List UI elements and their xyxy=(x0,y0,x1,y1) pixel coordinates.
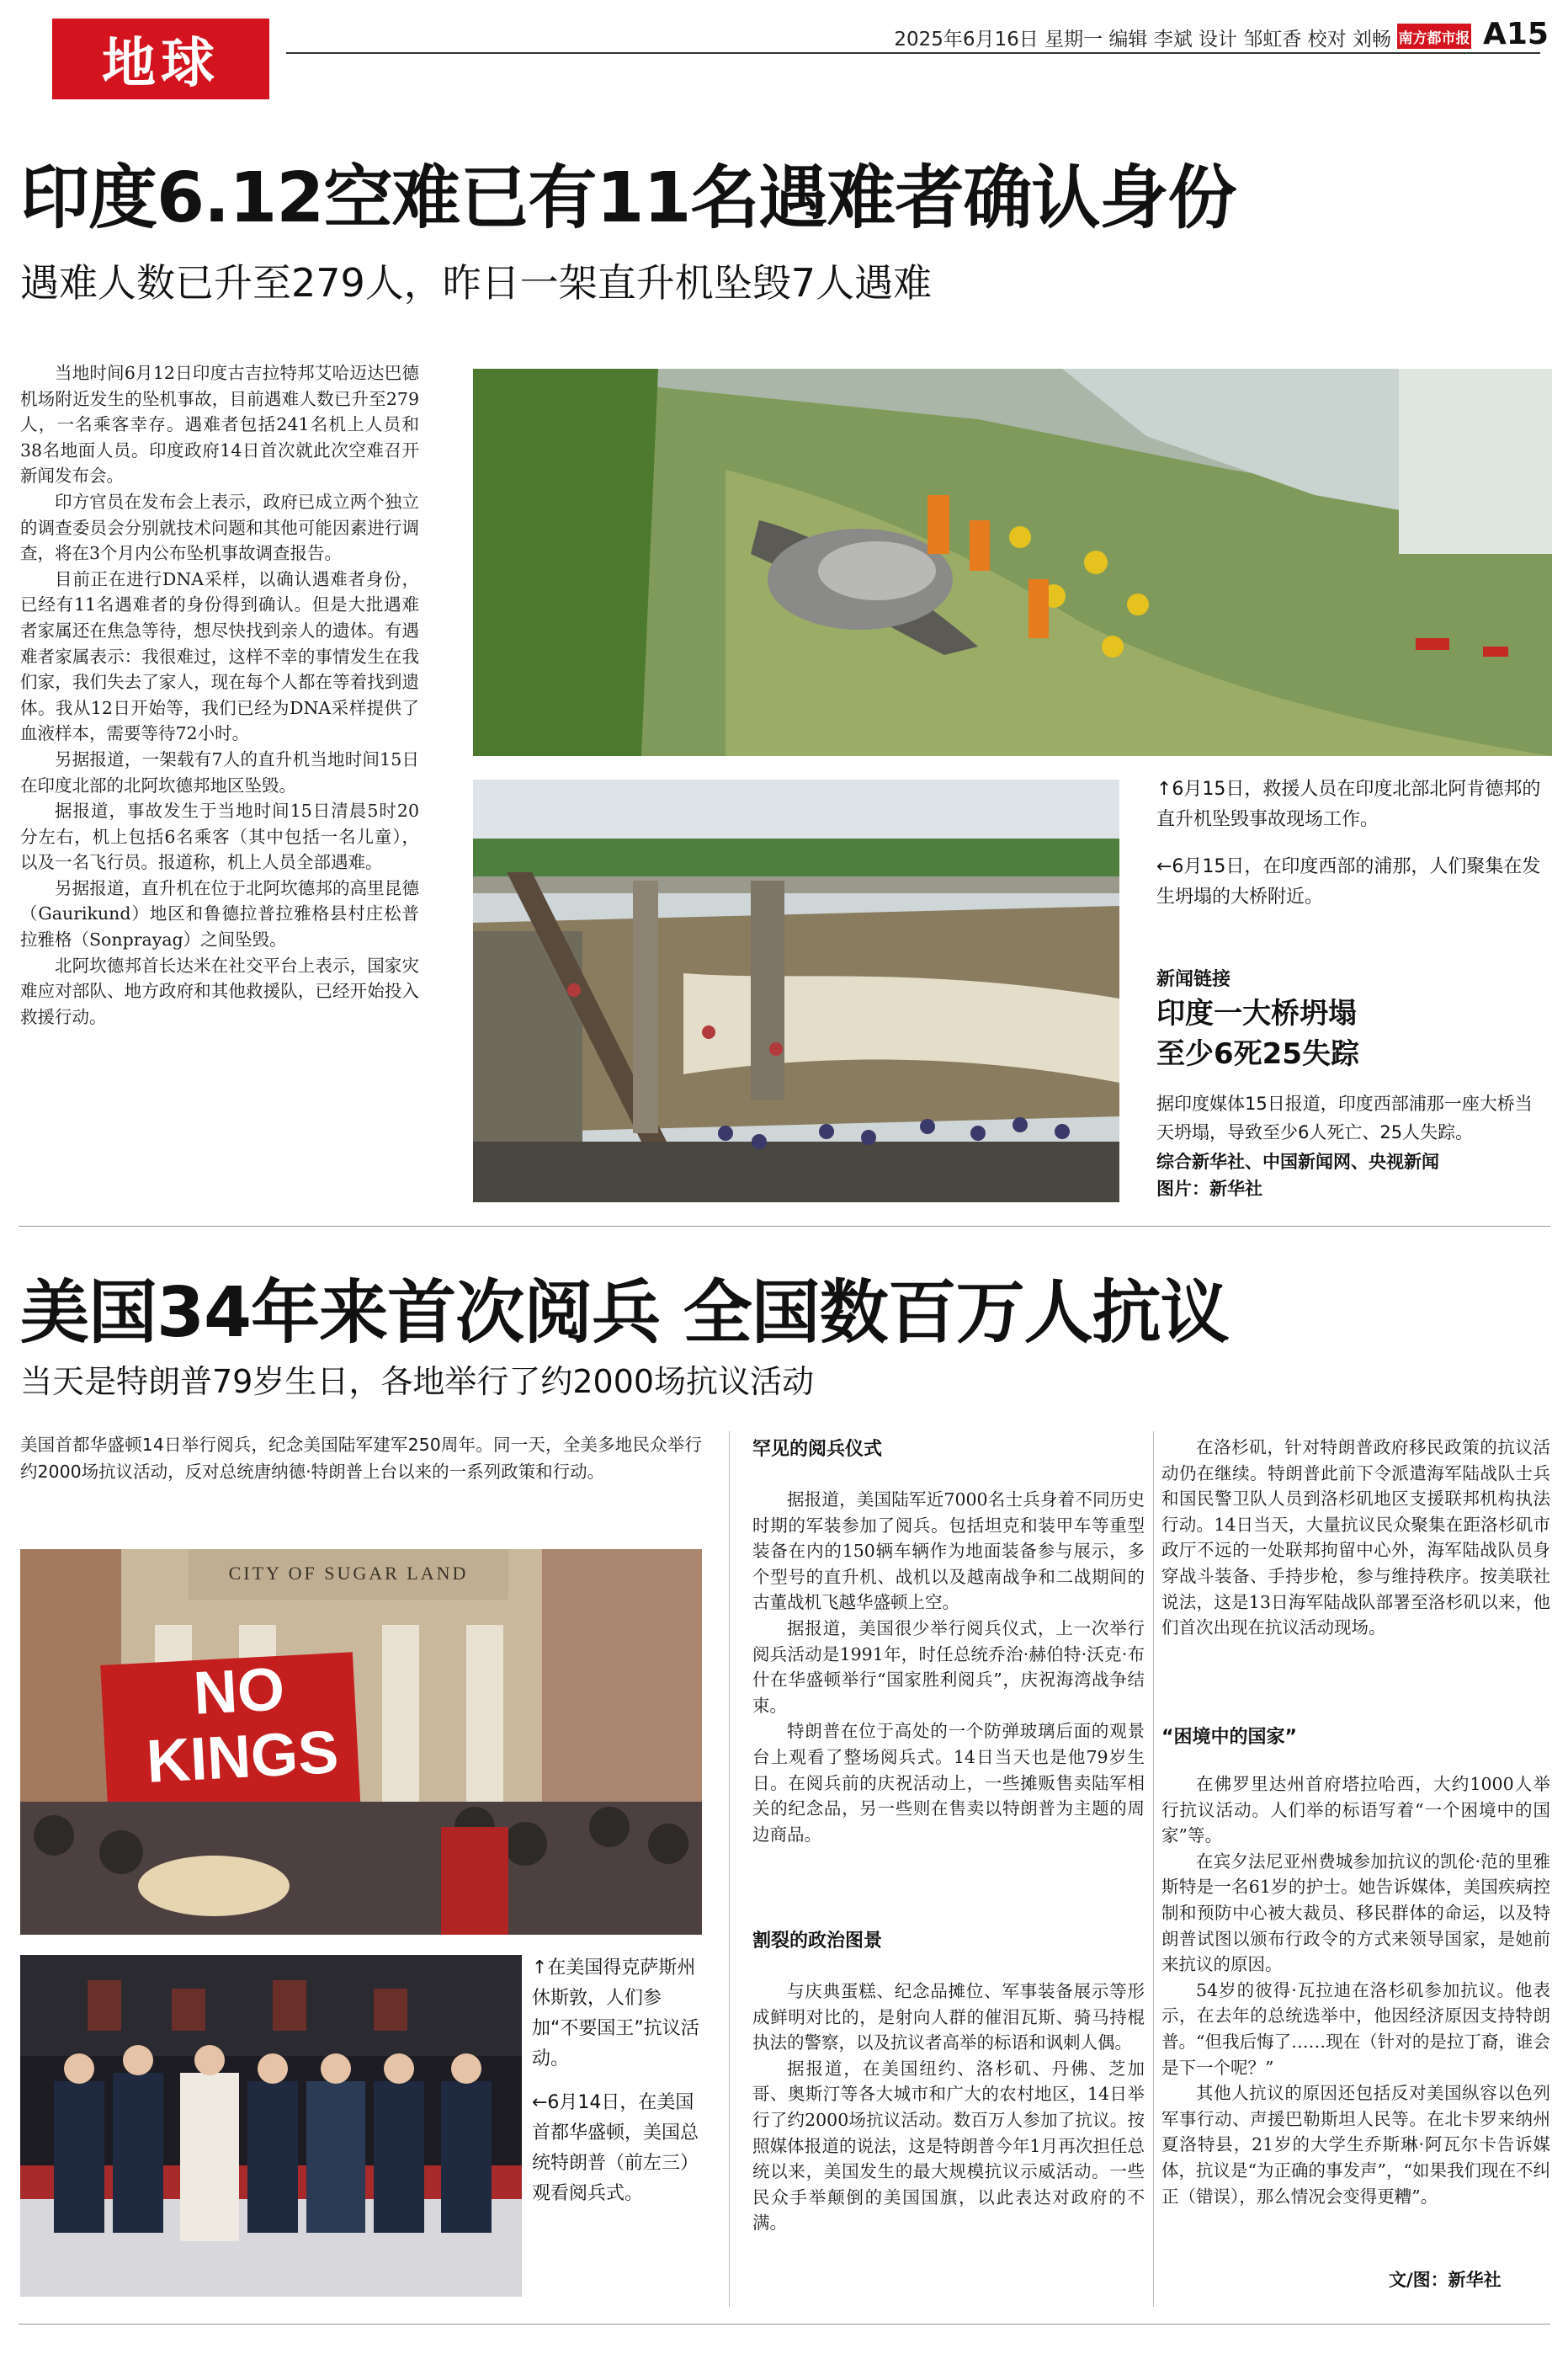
section-title-divided: 割裂的政治图景 xyxy=(752,1931,883,1952)
section-title-nation: “困境中的国家” xyxy=(1161,1727,1297,1748)
story1-paragraph: 据报道，事故发生于当地时间15日清晨5时20分左右，机上包括6名乘客（其中包括一名儿童），以及一名飞行员。报道称，机上人员全部遇难。 xyxy=(20,801,419,873)
section-tag: 地球 xyxy=(52,19,269,99)
story2-col3-body-2 xyxy=(1161,1771,1550,2209)
story2-subtitle: 当天是特朗普79岁生日，各地举行了约2000场抗议活动 xyxy=(20,1363,815,1400)
story2-paragraph: 与庆典蛋糕、纪念品摊位、军事装备展示等形成鲜明对比的，是射向人群的催泪瓦斯、骑马持棍执法的警察，以及抗议者高举的标语和讽刺人偶。 xyxy=(752,1981,1145,2053)
story2-paragraph: 在宾夕法尼亚州费城参加抗议的凯伦·范的里雅斯特是一名61岁的护士。她告诉媒体，美国疾病控制和预防中心被大裁员、移民群体的命运，以及特朗普试图以颁布行政令的方式来领导国家，是她前来抗议的原因。 xyxy=(1161,1851,1550,1975)
bridge-collapse-photo xyxy=(473,780,1119,1202)
column-rule xyxy=(729,1431,730,2307)
story2-paragraph: 其他人抗议的原因还包括反对美国纵容以色列军事行动、声援巴勒斯坦人民等。在北卡罗来纳州夏洛特县，21岁的大学生乔斯琳·阿瓦尔卡告诉媒体，抗议是“为正确的事发声”，“如果我们现在不纠正（错误），那么情况会变得更糟”。 xyxy=(1161,2083,1550,2207)
protest-photo xyxy=(20,1549,702,1935)
header-rule xyxy=(286,52,1540,54)
story1-headline: 印度6.12空难已有11名遇难者确认身份 xyxy=(20,158,1236,238)
column-rule xyxy=(1153,1431,1154,2307)
story2-paragraph: 据报道，在美国纽约、洛杉矶、丹佛、芝加哥、奥斯汀等各大城市和广大的农村地区，14日举行了约2000场抗议活动。数百万人参加了抗议。按照媒体报道的说法，这是特朗普今年1月再次担任总统以来，美国发生的最大规模抗议示威活动。一些民众手举颠倒的美国国旗，以此表达对政府的不满。 xyxy=(752,2058,1145,2234)
story1-paragraph: 目前正在进行DNA采样，以确认遇难者身份，已经有11名遇难者的身份得到确认。但是大批遇难者家属还在焦急等待，想尽快找到亲人的遗体。有遇难者家属表示：我很难过，这样不幸的事情发生在我们家，我们失去了家人，现在每个人都在等着找到遗体。我从12日开始等，我们已经为DNA采样提供了血液样本，需要等待72小时。 xyxy=(20,568,419,744)
story2-byline: 文/图：新华社 xyxy=(1389,2270,1502,2290)
story2-paragraph: 在佛罗里达州首府塔拉哈西，大约1000人举行抗议活动。人们举的标语写着“一个困境中的国家”等。 xyxy=(1161,1774,1550,1846)
story2-paragraph: 在洛杉矶，针对特朗普政府移民政策的抗议活动仍在继续。特朗普此前下令派遣海军陆战队士兵和国民警卫队人员到洛杉矶地区支援联邦机构执法行动。14日当天，大量抗议民众聚集在距洛杉矶市政厅不远的一处联邦拘留中心外，海军陆战队员身穿战斗装备、手持步枪，参与维持秩序。按美联社说法，这是13日海军陆战队部署至洛杉矶以来，他们首次出现在抗议活动现场。 xyxy=(1161,1437,1550,1638)
news-link-label: 新闻链接 xyxy=(1156,969,1231,990)
sign-text-no: NO xyxy=(191,1655,286,1728)
story2-col2-body-2 xyxy=(752,1979,1145,2236)
story1-body xyxy=(20,360,419,1030)
bridge-photo-caption: ←6月15日，在印度西部的浦那，人们聚集在发生坍塌的大桥附近。 xyxy=(1156,856,1541,908)
news-link-source: 综合新华社、中国新闻网、央视新闻 xyxy=(1156,1152,1439,1172)
story1-paragraph: 北阿坎德邦首长达米在社交平台上表示，国家灾难应对部队、地方政府和其他救援队，已经开始投入救援行动。 xyxy=(20,955,419,1027)
parade-photo-caption: ←6月14日，在美国首都华盛顿，美国总统特朗普（前左三）观看阅兵式。 xyxy=(532,2092,699,2204)
news-link-body: 据印度媒体15日报道，印度西部浦那一座大桥当天坍塌，导致至少6人死亡、25人失踪。 xyxy=(1156,1094,1533,1142)
header-meta: 2025年6月16日 星期一 编辑 李斌 设计 邹虹香 校对 刘畅 xyxy=(894,29,1391,51)
story1-paragraph: 另据报道，一架载有7人的直升机当地时间15日在印度北部的北阿坎德邦地区坠毁。 xyxy=(20,748,419,796)
story2-col2-body xyxy=(752,1487,1145,1847)
parade-photo xyxy=(20,1955,522,2297)
news-link-title-line1: 印度一大桥坍塌 xyxy=(1156,997,1357,1031)
story1-paragraph: 印方官员在发布会上表示，政府已成立两个独立的调查委员会分别就技术问题和其他可能因素进行调查，将在3个月内公布坠机事故调查报告。 xyxy=(20,491,419,564)
section-title-parade: 罕见的阅兵仪式 xyxy=(752,1439,883,1460)
news-link-photo-credit: 图片：新华社 xyxy=(1156,1179,1262,1199)
story2-col3-body xyxy=(1161,1435,1550,1641)
crash-site-photo xyxy=(473,369,1552,756)
sign-text-kings: KINGS xyxy=(145,1718,340,1796)
story2-lead: 美国首都华盛顿14日举行阅兵，纪念美国陆军建军250周年。同一天，全美多地民众举行约2000场抗议活动，反对总统唐纳德·特朗普上台以来的一系列政策和行动。 xyxy=(20,1435,702,1482)
story2-paragraph: 据报道，美国很少举行阅兵仪式，上一次举行阅兵活动是1991年，时任总统乔治·赫伯特·沃克·布什在华盛顿举行“国家胜利阅兵”，庆祝海湾战争结束。 xyxy=(752,1617,1145,1716)
story1-paragraph: 当地时间6月12日印度古吉拉特邦艾哈迈达巴德机场附近发生的坠机事故，目前遇难人数已升至279人，一名乘客幸存。遇难者包括241名机上人员和38名地面人员。印度政府14日首次就此次空难召开新闻发布会。 xyxy=(20,363,419,487)
story2-headline: 美国34年来首次阅兵 全国数百万人抗议 xyxy=(20,1273,1229,1353)
protest-photo-caption: ↑在美国得克萨斯州休斯敦，人们参加“不要国王”抗议活动。 xyxy=(532,1957,699,2069)
story1-subtitle: 遇难人数已升至279人，昨日一架直升机坠毁7人遇难 xyxy=(20,260,933,306)
section-divider xyxy=(19,1226,1550,1227)
story1-paragraph: 另据报道，直升机在位于北阿坎德邦的高里昆德（Gaurikund）地区和鲁德拉普拉雅格县村庄松普拉雅格（Sonprayag）之间坠毁。 xyxy=(20,877,419,951)
news-link-title-line2: 至少6死25失踪 xyxy=(1156,1037,1359,1071)
story2-paragraph: 54岁的彼得·瓦拉迪在洛杉矶参加抗议。他表示，在去年的总统选举中，他因经济原因支持特朗普。“但我后悔了……现在（针对的是拉丁裔，谁会是下一个呢？” xyxy=(1161,1979,1550,2078)
footer-rule xyxy=(19,2324,1550,2325)
building-sign: CITY OF SUGAR LAND xyxy=(228,1563,469,1584)
story2-paragraph: 特朗普在位于高处的一个防弹玻璃后面的观景台上观看了整场阅兵式。14日当天也是他79岁生日。在阅兵前的庆祝活动上，一些摊贩售卖陆军相关的纪念品，另一些则在售卖以特朗普为主题的周边商品。 xyxy=(752,1721,1145,1845)
paper-logo: 南方都市报 xyxy=(1397,24,1471,49)
story2-paragraph: 据报道，美国陆军近7000名士兵身着不同历史时期的军装参加了阅兵。包括坦克和装甲车等重型装备在内的150辆车辆作为地面装备参与展示，多个型号的直升机、战机以及越南战争和二战期间的古董战机飞越华盛顿上空。 xyxy=(752,1489,1145,1613)
page-number: A15 xyxy=(1483,17,1549,51)
crash-photo-caption: ↑6月15日，救援人员在印度北部北阿肯德邦的直升机坠毁事故现场工作。 xyxy=(1156,779,1541,830)
